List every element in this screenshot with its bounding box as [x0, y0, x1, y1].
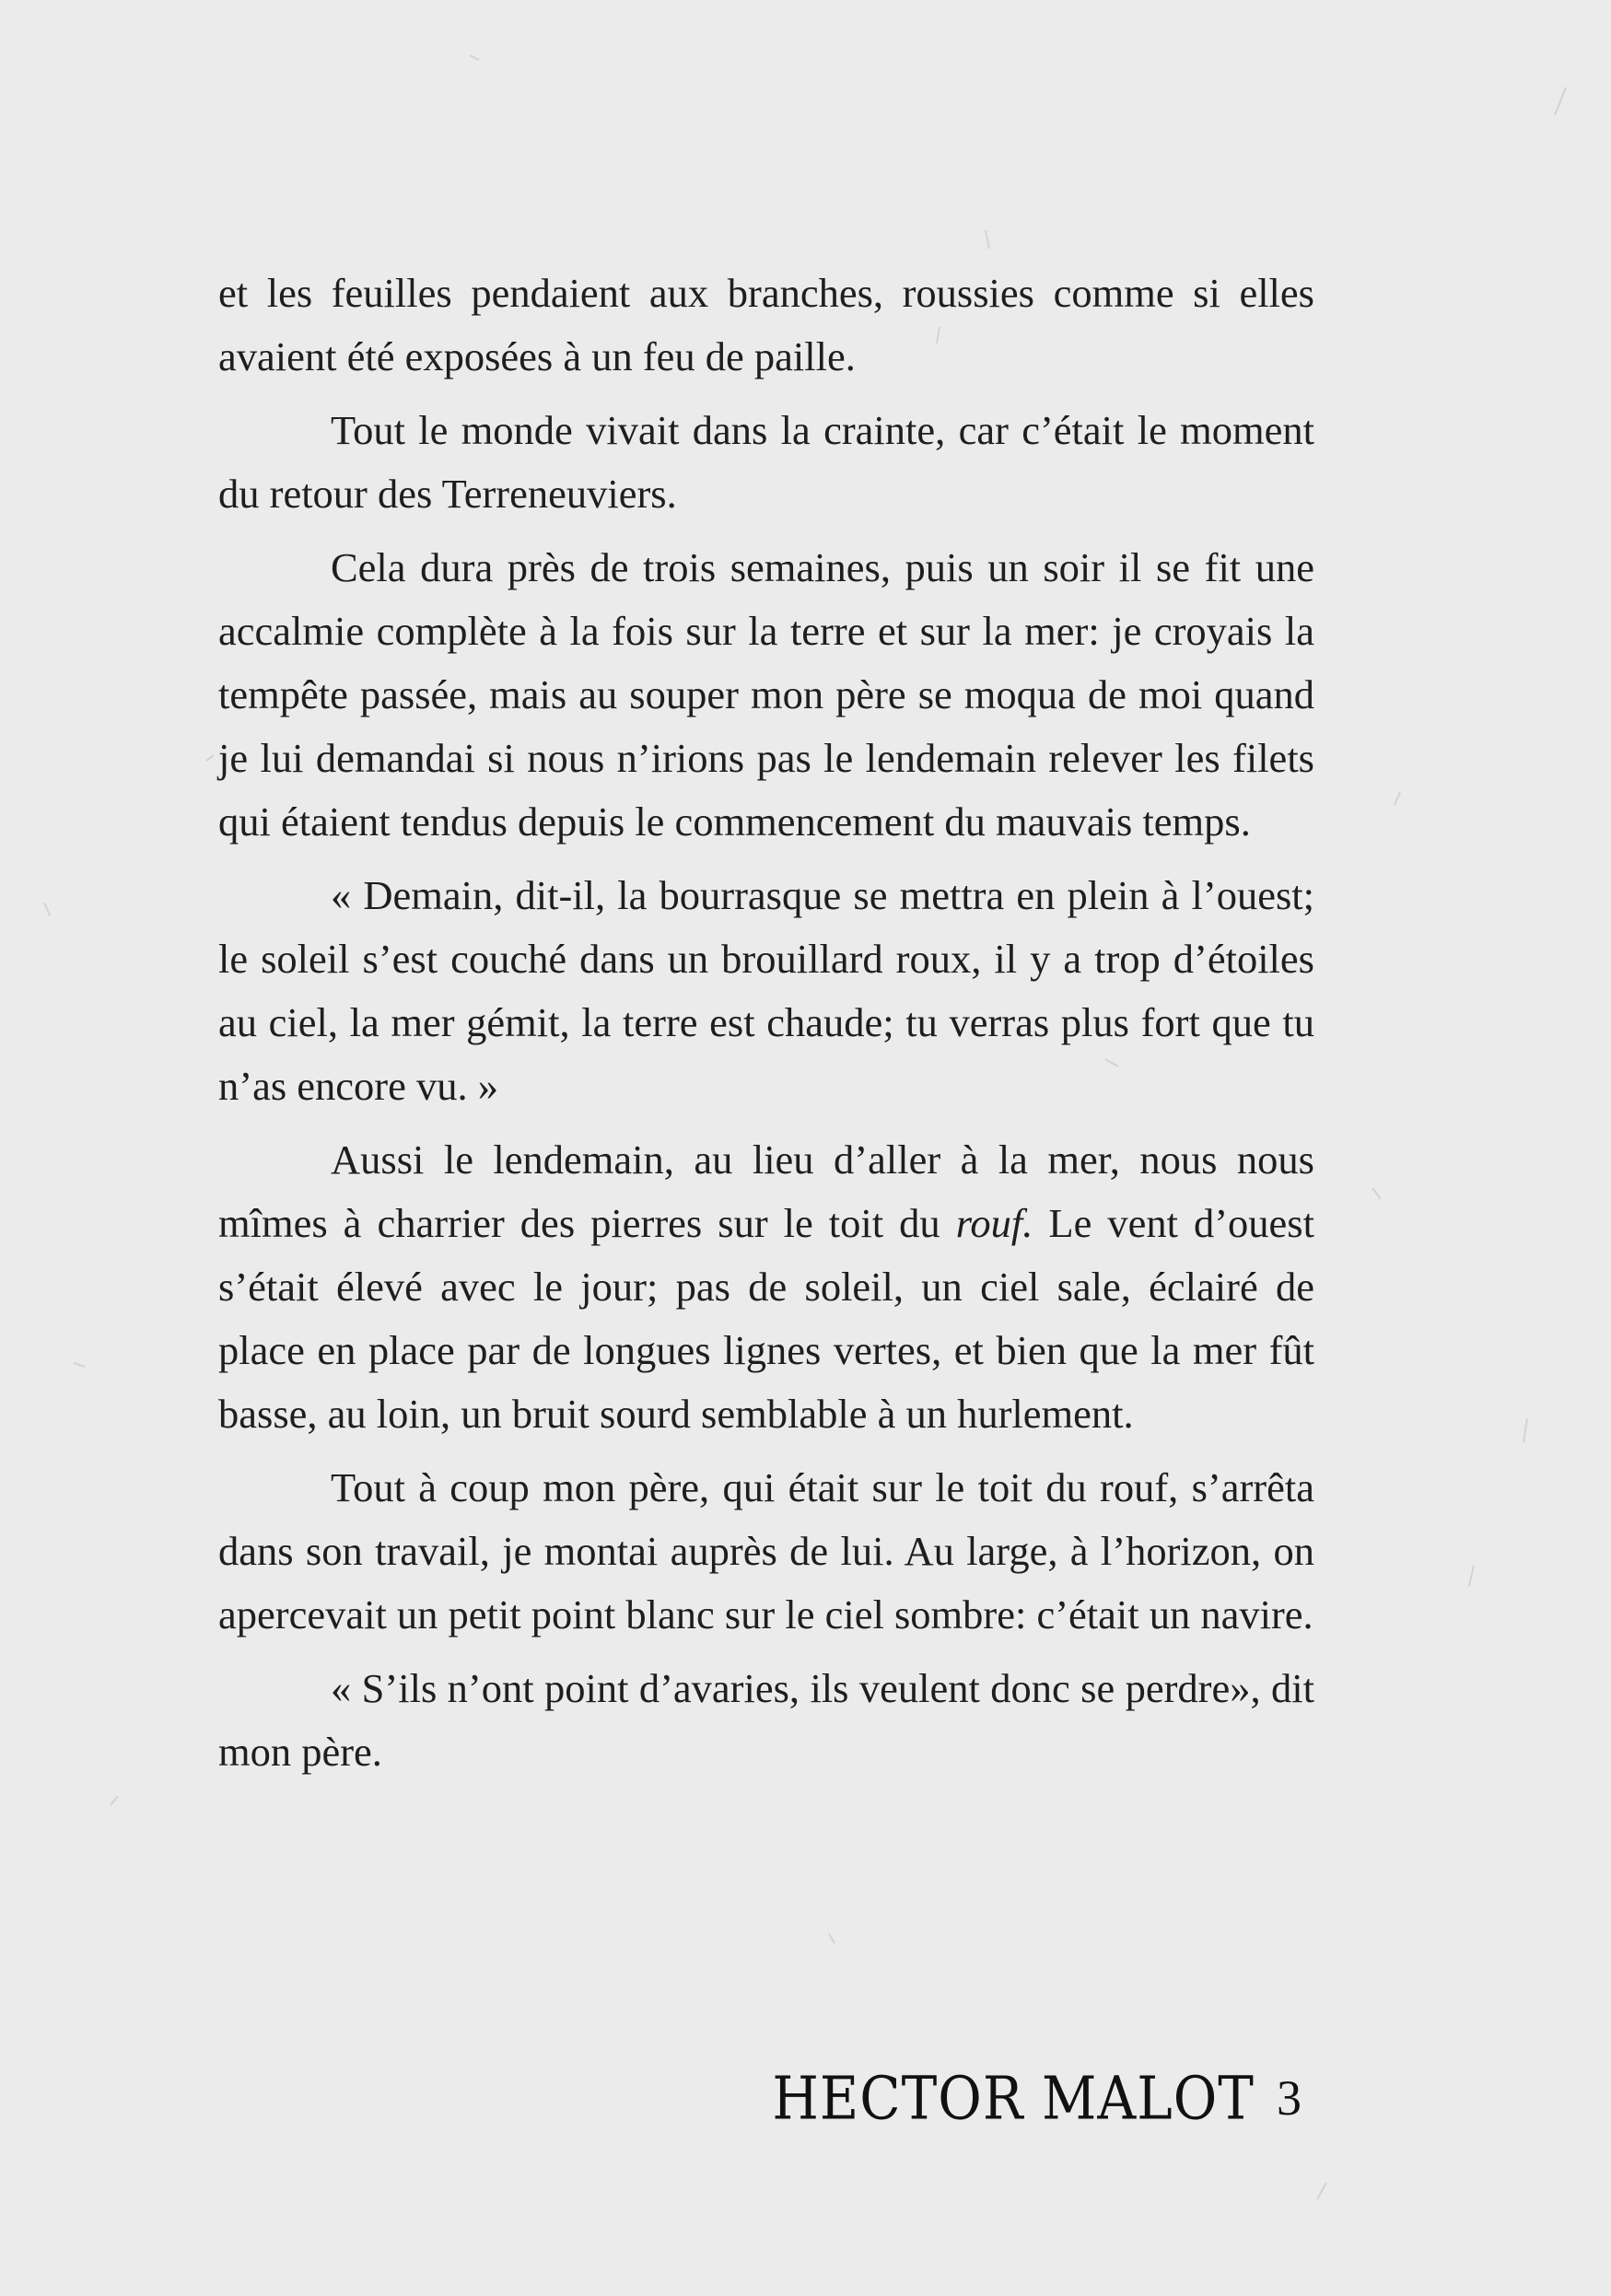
- text-segment: et les feuilles pendaient aux branches, roussies comme si elles avaient été exposées à un feu de paille.: [218, 270, 1314, 379]
- text-segment: « S’ils n’ont point d’avaries, ils veulent donc se perdre», dit mon père.: [218, 1665, 1314, 1775]
- text-segment: Cela dura près de trois semaines, puis un soir il se fit une accalmie complète à la fois sur la terre et sur la mer: je croyais la tempête passée, mais au souper mon père se moqua de moi quand je lui demandai si nous n’irions pas le lendemain relever les filets qui étaient tendus depuis le commencement du mauvais temps.: [218, 544, 1314, 845]
- paragraph: [218, 1456, 1314, 1647]
- paragraph: [218, 1128, 1314, 1446]
- text-segment: Le vent d’ouest s’était élevé avec le jour; pas de soleil, un ciel sale, éclairé de place en place par de longues lignes vertes, et bien que la mer fût basse, au loin, un bruit sourd semblable à un hurlement.: [218, 1200, 1314, 1437]
- text-segment: « Demain, dit-il, la bourrasque se mettra en plein à l’ouest; le soleil s’est couché dans un brouillard roux, il y a trop d’étoiles au ciel, la mer gémit, la terre est chaude; tu verras plus fort que tu n’as encore vu. »: [218, 872, 1314, 1109]
- text-segment: Tout le monde vivait dans la crainte, car c’était le moment du retour des Terreneuviers.: [218, 407, 1314, 517]
- page-number: 3: [1277, 2070, 1302, 2126]
- paragraph: [218, 1657, 1314, 1784]
- text-segment: Aussi le lendemain, au lieu d’aller à la mer, nous nous mîmes à charrier des pierres sur le toit du: [218, 1136, 1314, 1246]
- text-segment: Tout à coup mon père, qui était sur le toit du rouf, s’arrêta dans son travail, je montai auprès de lui. Au large, à l’horizon, on apercevait un petit point blanc sur le ciel sombre: c’était un navire.: [218, 1464, 1314, 1638]
- italic-text: rouf.: [955, 1200, 1033, 1246]
- author-name: HECTOR MALOT: [772, 2062, 1255, 2134]
- paragraph: [218, 536, 1314, 854]
- page-footer: [772, 2061, 1302, 2135]
- text-body: [218, 262, 1314, 1794]
- paragraph: [218, 399, 1314, 526]
- paragraph: [218, 262, 1314, 389]
- paragraph: [218, 864, 1314, 1118]
